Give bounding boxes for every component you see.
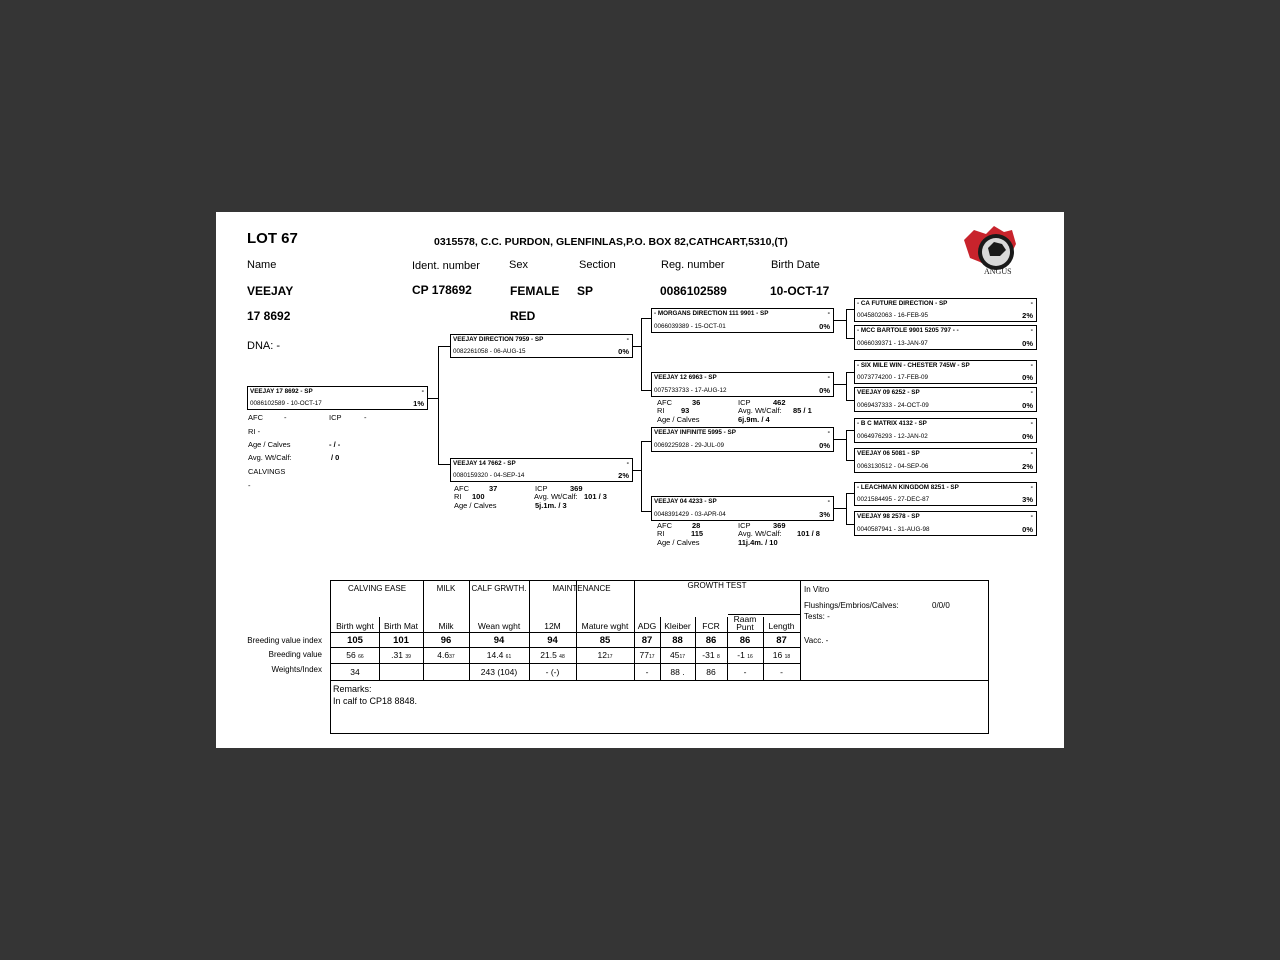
self-stats: AFC - ICP - RI - Age / Calves - / - Avg. Wt/Calf: / 0 CALVINGS - xyxy=(248,413,367,490)
bv-length: 16 18 xyxy=(772,650,791,660)
pedigree-box-ggp-2: - MCC BARTOLE 9901 5205 797 - - - 0066039371 - 13-JAN-97 0% xyxy=(854,325,1037,350)
index-mature-wght: 85 xyxy=(599,635,611,646)
animal-reg: 0086102589 xyxy=(660,284,727,298)
in-vitro-label: In Vitro xyxy=(804,585,830,594)
wt-raam-punt: - xyxy=(743,667,747,677)
pedigree-box-sire: VEEJAY DIRECTION 7959 - SP - 0082261058 - 06-AUG-15 0% xyxy=(450,334,633,358)
index-12m: 94 xyxy=(547,635,558,646)
bv-adg: 7717 xyxy=(639,650,655,660)
col-12m: 12M xyxy=(544,621,561,631)
tests-label: Tests: - xyxy=(804,612,830,621)
row-label-bv: Breeding value xyxy=(268,650,322,659)
label-name: Name xyxy=(247,259,277,271)
animal-sex: FEMALE xyxy=(510,284,560,298)
index-adg: 87 xyxy=(641,635,653,646)
row-label-weights: Weights/Index xyxy=(271,665,322,674)
row-label-index: Breeding value index xyxy=(247,636,322,645)
label-reg: Reg. number xyxy=(661,259,725,271)
pedigree-box-ggp-3: - SIX MILE WIN - CHESTER 745W - SP - 0073774200 - 17-FEB-09 0% xyxy=(854,360,1037,384)
dna: DNA: - xyxy=(247,340,280,352)
pedigree-box-ggp-1: - CA FUTURE DIRECTION - SP - 0045802063 - 16-FEB-95 2% xyxy=(854,298,1037,322)
bv-wean-wght: 14.4 61 xyxy=(486,650,512,660)
bv-kleiber: 4517 xyxy=(669,650,686,660)
pedigree-box-self: VEEJAY 17 8692 - SP - 0086102589 - 10-OCT-17 1% xyxy=(247,386,428,410)
col-raam-punt: Raam Punt xyxy=(733,614,757,632)
index-milk: 96 xyxy=(440,635,452,646)
wt-birth-wght: 34 xyxy=(350,667,360,677)
remarks-label: Remarks: xyxy=(333,684,372,694)
index-kleiber: 88 xyxy=(672,635,683,646)
flushings-label: Flushings/Embrios/Calves: xyxy=(804,601,899,610)
maternal-granddam-stats: AFC 28 ICP 369 RI 115 Avg. Wt/Calf: 101 / 8 Age / Calves 11j.4m. / 10 xyxy=(657,521,820,547)
pedigree-box-ggp-6: VEEJAY 06 5081 - SP - 0063130512 - 04-SEP-06 2% xyxy=(854,448,1037,473)
animal-birth: 10-OCT-17 xyxy=(770,284,830,298)
wt-kleiber: 88 . xyxy=(670,667,685,677)
vacc-label: Vacc. - xyxy=(804,636,829,645)
pedigree-box-ggp-5: - B C MATRIX 4132 - SP - 0064976293 - 12-JAN-02 0% xyxy=(854,418,1037,443)
label-section: Section xyxy=(579,259,616,271)
pedigree-box-ggp-4: VEEJAY 09 6252 - SP - 0069437333 - 24-OCT-09 0% xyxy=(854,387,1037,412)
pedigree-box-maternal-granddam: VEEJAY 04 4233 - SP - 0048391429 - 03-APR-04 3% xyxy=(651,496,834,521)
index-birth-wght: 105 xyxy=(347,635,363,646)
bv-birth-wght: 56 66 xyxy=(346,650,364,660)
lot-number: LOT 67 xyxy=(247,230,298,247)
svg-text:ANGUS: ANGUS xyxy=(984,267,1012,276)
animal-section: SP xyxy=(577,284,594,298)
owner-line: 0315578, C.C. PURDON, GLENFINLAS,P.O. BOX 82,CATHCART,5310,(T) xyxy=(434,236,788,248)
pedigree-box-dam: VEEJAY 14 7662 - SP - 0080159320 - 04-SEP-14 2% xyxy=(450,458,633,482)
label-ident: Ident. number xyxy=(412,260,480,272)
flushings-value: 0/0/0 xyxy=(932,601,950,610)
col-birth-wght: Birth wght xyxy=(336,621,374,631)
group-growth-test: GROWTH TEST xyxy=(687,581,747,590)
col-mature-wght: Mature wght xyxy=(581,621,629,631)
label-birth: Birth Date xyxy=(771,259,820,271)
col-milk: Milk xyxy=(438,621,454,631)
index-fcr: 86 xyxy=(705,635,717,646)
dam-stats: AFC 37 ICP 369 RI 100 Avg. Wt/Calf: 101 / 3 Age / Calves 5j.1m. / 3 xyxy=(454,484,607,510)
col-wean-wght: Wean wght xyxy=(477,621,521,631)
wt-wean-wght: 243 (104) xyxy=(480,667,518,677)
bv-milk: 4.637 xyxy=(437,650,455,660)
group-milk: MILK xyxy=(436,584,456,593)
col-birth-mat: Birth Mat xyxy=(383,621,418,631)
group-calf-growth: CALF GRWTH. xyxy=(471,584,527,593)
group-calving-ease: CALVING EASE xyxy=(347,584,407,593)
pedigree-sheet xyxy=(216,212,1064,748)
remarks-text: In calf to CP18 8848. xyxy=(333,696,418,706)
pedigree-box-maternal-grandsire: VEEJAY INFINITE 5995 - SP - 0069225928 - 29-JUL-09 0% xyxy=(651,427,834,452)
breeding-values-table xyxy=(330,580,989,734)
col-adg: ADG xyxy=(637,621,657,631)
index-length: 87 xyxy=(776,635,787,646)
wt-12m: - (-) xyxy=(545,667,560,677)
animal-ident: CP 178692 xyxy=(412,283,472,297)
pedigree-box-ggp-7: - LEACHMAN KINGDOM 8251 - SP - 0021584495 - 27-DEC-87 3% xyxy=(854,482,1037,506)
wt-fcr: 86 xyxy=(706,667,716,677)
paternal-granddam-stats: AFC 36 ICP 462 RI 93 Avg. Wt/Calf: 85 / 1 Age / Calves 6j.9m. / 4 xyxy=(657,398,812,424)
bv-12m: 21.5 48 xyxy=(540,650,565,660)
col-fcr: FCR xyxy=(702,621,720,631)
index-wean-wght: 94 xyxy=(493,635,505,646)
col-length: Length xyxy=(768,621,795,631)
group-maintenance: MAINTENANCE xyxy=(552,584,611,593)
wt-length: - xyxy=(780,667,783,677)
index-birth-mat: 101 xyxy=(393,635,409,646)
pedigree-box-paternal-grandsire: - MORGANS DIRECTION 111 9901 - SP - 0066039389 - 15-OCT-01 0% xyxy=(651,308,834,333)
animal-name: VEEJAY xyxy=(247,284,294,298)
label-sex: Sex xyxy=(509,259,528,271)
angus-logo-icon xyxy=(960,222,1020,276)
bv-mature-wght: 1217 xyxy=(597,650,613,660)
bv-raam-punt: -1 16 xyxy=(737,650,753,660)
bv-fcr: -31 8 xyxy=(702,650,720,660)
wt-adg: - xyxy=(645,667,649,677)
pedigree-box-paternal-granddam: VEEJAY 12 6963 - SP - 0075733733 - 17-AUG-12 0% xyxy=(651,372,834,397)
animal-number: 17 8692 xyxy=(247,309,291,323)
col-kleiber: Kleiber xyxy=(664,621,691,631)
pedigree-box-ggp-8: VEEJAY 98 2578 - SP - 0040587941 - 31-AUG-98 0% xyxy=(854,511,1037,536)
bv-birth-mat: .31 39 xyxy=(391,650,411,660)
animal-colour: RED xyxy=(510,309,536,323)
index-raam-punt: 86 xyxy=(739,635,751,646)
